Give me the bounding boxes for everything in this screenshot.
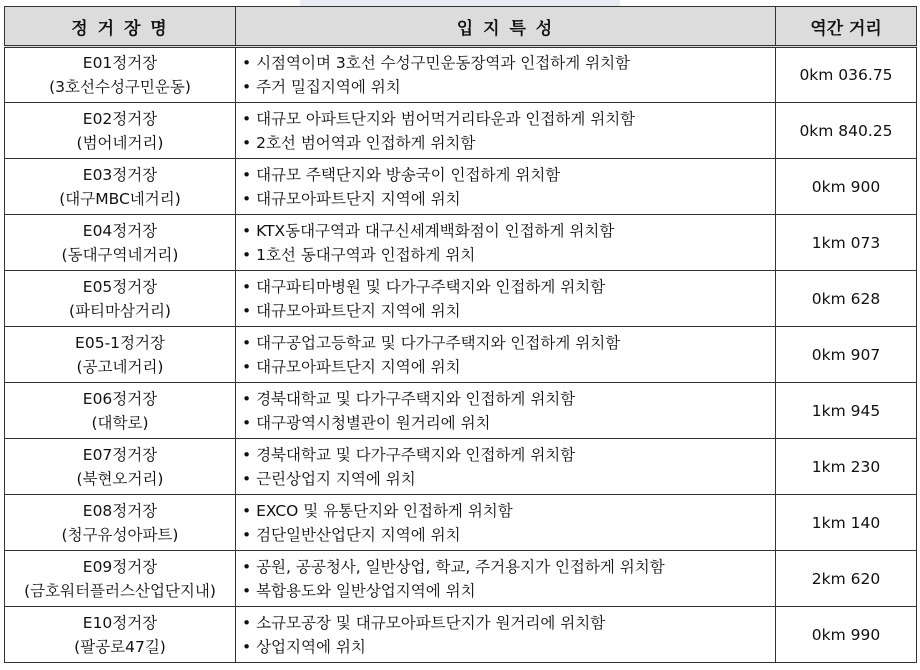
features-cell: [236, 495, 776, 551]
feature-text: 대규모 아파트단지와 범어먹거리타운과 인접하게 위치함: [256, 109, 636, 128]
feature-text: 경북대학교 및 다가구주택지와 인접하게 위치함: [256, 389, 576, 408]
features-cell: [236, 159, 776, 215]
feature-line: [242, 243, 774, 267]
station-code: E04정거장: [82, 221, 158, 240]
header-features: 입 지 특 성: [236, 7, 776, 47]
bullet-icon: •: [242, 133, 257, 152]
feature-line: [242, 611, 774, 635]
station-code: E03정거장: [82, 165, 158, 184]
feature-line: [242, 523, 774, 547]
feature-text: 대규모아파트단지 지역에 위치: [256, 189, 461, 208]
feature-text: 1호선 동대구역과 인접하게 위치: [256, 245, 476, 264]
station-cell: [5, 495, 236, 551]
station-cell: [5, 383, 236, 439]
distance-cell: 2km 620: [776, 551, 917, 607]
feature-text: 공원, 공공청사, 일반상업, 학교, 주거용지가 인접하게 위치함: [256, 557, 665, 576]
table-row: [5, 327, 917, 383]
features-cell: [236, 383, 776, 439]
bullet-icon: •: [242, 581, 257, 600]
table-row: [5, 159, 917, 215]
station-cell: [5, 47, 236, 103]
bullet-icon: •: [242, 109, 257, 128]
feature-line: [242, 51, 774, 75]
bullet-icon: •: [242, 54, 257, 72]
station-code: E01정거장: [82, 54, 158, 72]
feature-text: 대규모 주택단지와 방송국이 인접하게 위치함: [256, 165, 561, 184]
feature-text: 경북대학교 및 다가구주택지와 인접하게 위치함: [256, 445, 576, 464]
station-name: (대구MBC네거리): [59, 189, 181, 208]
station-name: (금호워터플러스산업단지내): [24, 581, 216, 600]
station-cell: [5, 159, 236, 215]
feature-line: [242, 555, 774, 579]
features-cell: [236, 439, 776, 495]
bullet-icon: •: [242, 301, 257, 320]
feature-text: EXCO 및 유통단지와 인접하게 위치함: [256, 501, 513, 520]
feature-line: [242, 467, 774, 491]
table-row: [5, 383, 917, 439]
feature-line: [242, 275, 774, 299]
distance-cell: 1km 073: [776, 215, 917, 271]
feature-line: [242, 411, 774, 435]
table-row: [5, 215, 917, 271]
station-name: (동대구역네거리): [61, 245, 179, 264]
bullet-icon: •: [242, 637, 257, 656]
station-cell: [5, 271, 236, 327]
feature-text: 복합용도와 일반상업지역에 위치: [256, 581, 476, 600]
station-cell: [5, 327, 236, 383]
bullet-icon: •: [242, 501, 257, 520]
features-cell: [236, 271, 776, 327]
header-station: 정 거 장 명: [5, 7, 236, 47]
feature-text: 대구공업고등학교 및 다가구주택지와 인접하게 위치함: [256, 333, 621, 352]
features-cell: [236, 551, 776, 607]
feature-text: 시점역이며 3호선 수성구민운동장역과 인접하게 위치함: [256, 54, 631, 72]
feature-text: 대구파티마병원 및 다가구주택지와 인접하게 위치함: [256, 277, 606, 296]
feature-line: [242, 75, 774, 99]
table-row: [5, 47, 917, 103]
station-name: (북현오거리): [76, 469, 164, 488]
table-row: [5, 439, 917, 495]
bullet-icon: •: [242, 557, 257, 576]
distance-cell: 0km 990: [776, 607, 917, 663]
station-table: [4, 6, 917, 663]
feature-text: 주거 밀집지역에 위치: [256, 78, 401, 96]
station-name: (3호선수성구민운동): [49, 78, 191, 96]
feature-line: [242, 579, 774, 603]
feature-text: 소규모공장 및 대규모아파트단지가 원거리에 위치함: [256, 613, 606, 632]
feature-line: [242, 299, 774, 323]
table-row: [5, 103, 917, 159]
feature-text: 검단일반산업단지 지역에 위치: [256, 525, 461, 544]
features-cell: [236, 607, 776, 663]
feature-text: 대규모아파트단지 지역에 위치: [256, 301, 461, 320]
features-cell: [236, 215, 776, 271]
station-cell: [5, 439, 236, 495]
station-code: E10정거장: [82, 613, 158, 632]
station-name: (공고네거리): [76, 357, 164, 376]
features-cell: [236, 103, 776, 159]
table-row: [5, 271, 917, 327]
bullet-icon: •: [242, 525, 257, 544]
distance-cell: 0km 036.75: [776, 47, 917, 103]
feature-line: [242, 187, 774, 211]
station-cell: [5, 103, 236, 159]
station-code: E05-1정거장: [75, 333, 165, 352]
features-cell: [236, 47, 776, 103]
feature-line: [242, 219, 774, 243]
bullet-icon: •: [242, 165, 257, 184]
bullet-icon: •: [242, 469, 257, 488]
bullet-icon: •: [242, 357, 257, 376]
distance-cell: 1km 945: [776, 383, 917, 439]
bullet-icon: •: [242, 413, 257, 432]
feature-line: [242, 443, 774, 467]
header-row: [5, 7, 917, 47]
station-code: E06정거장: [82, 389, 158, 408]
station-name: (팔공로47길): [74, 637, 166, 656]
feature-line: [242, 355, 774, 379]
station-code: E09정거장: [82, 557, 158, 576]
feature-line: [242, 499, 774, 523]
bullet-icon: •: [242, 277, 257, 296]
feature-text: KTX동대구역과 대구신세계백화점이 인접하게 위치함: [256, 221, 615, 240]
station-code: E05정거장: [82, 277, 158, 296]
station-cell: [5, 607, 236, 663]
feature-line: [242, 387, 774, 411]
feature-line: [242, 107, 774, 131]
distance-cell: 0km 907: [776, 327, 917, 383]
feature-text: 상업지역에 위치: [256, 637, 366, 656]
table-row: [5, 495, 917, 551]
feature-text: 대구광역시청별관이 원거리에 위치: [256, 413, 491, 432]
feature-line: [242, 131, 774, 155]
station-name: (청구유성아파트): [61, 525, 179, 544]
station-name: (범어네거리): [76, 133, 164, 152]
table-row: [5, 551, 917, 607]
bullet-icon: •: [242, 245, 257, 264]
features-cell: [236, 327, 776, 383]
bullet-icon: •: [242, 78, 257, 96]
station-code: E02정거장: [82, 109, 158, 128]
feature-line: [242, 331, 774, 355]
header-distance: 역간 거리: [776, 7, 917, 47]
bullet-icon: •: [242, 221, 257, 240]
distance-cell: 0km 840.25: [776, 103, 917, 159]
station-name: (대학로): [91, 413, 149, 432]
distance-cell: 0km 900: [776, 159, 917, 215]
feature-text: 대규모아파트단지 지역에 위치: [256, 357, 461, 376]
bullet-icon: •: [242, 613, 257, 632]
distance-cell: 0km 628: [776, 271, 917, 327]
table-row: [5, 607, 917, 663]
bullet-icon: •: [242, 445, 257, 464]
feature-text: 2호선 범어역과 인접하게 위치함: [256, 133, 476, 152]
table-body: [5, 47, 917, 663]
station-code: E07정거장: [82, 445, 158, 464]
feature-line: [242, 635, 774, 659]
feature-line: [242, 163, 774, 187]
bullet-icon: •: [242, 333, 257, 352]
bullet-icon: •: [242, 389, 257, 408]
station-name: (파티마삼거리): [69, 301, 171, 320]
feature-text: 근린상업지 지역에 위치: [256, 469, 416, 488]
bullet-icon: •: [242, 189, 257, 208]
station-cell: [5, 551, 236, 607]
distance-cell: 1km 140: [776, 495, 917, 551]
station-cell: [5, 215, 236, 271]
distance-cell: 1km 230: [776, 439, 917, 495]
station-code: E08정거장: [82, 501, 158, 520]
